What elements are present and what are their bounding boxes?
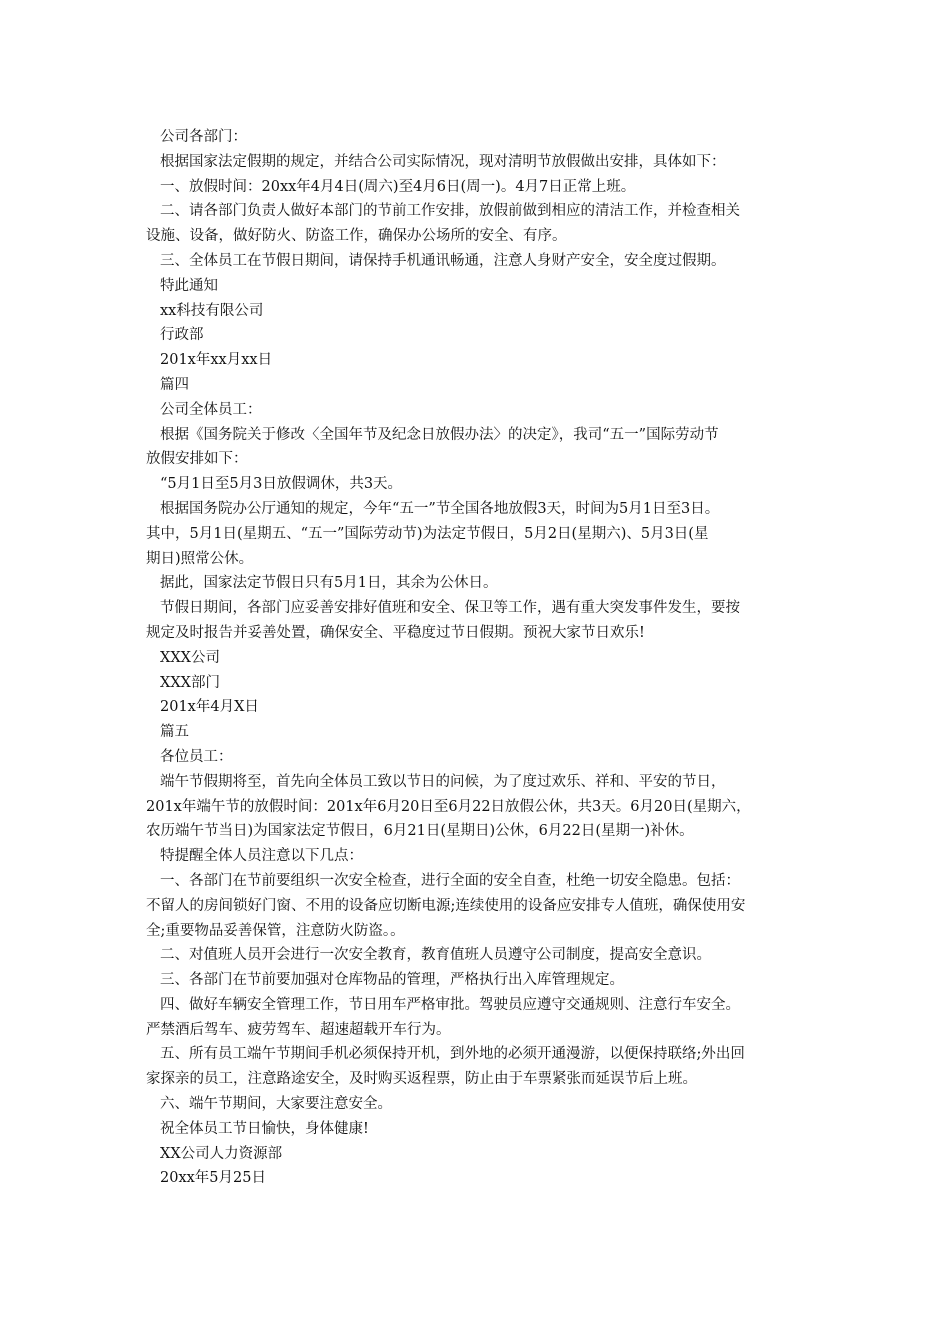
signature-company: XXX公司 bbox=[160, 649, 220, 666]
intro-paragraph: 根据国家法定假期的规定，并结合公司实际情况，现对清明节放假做出安排，具体如下： bbox=[160, 153, 726, 170]
item-paragraph: 三、各部门在节前要加强对仓库物品的管理，严格执行出入库管理规定。 bbox=[160, 972, 624, 989]
item-paragraph: 三、全体员工在节假日期间，请保持手机通讯畅通，注意人身财产安全，安全度过假期。 bbox=[160, 252, 726, 269]
body-paragraph: 根据国务院办公厅通知的规定，今年“五一”节全国各地放假3天，时间为5月1日至3日。 其中，5月1日(星期五、“五一”国际劳动节)为法定节假日，5月2日(星期六)、5月3日(星 期日)照常公休。 bbox=[146, 500, 720, 567]
body-paragraph: 特提醒全体人员注意以下几点： bbox=[160, 848, 363, 865]
signature-date: 201x年4月X日 bbox=[160, 699, 259, 716]
item-paragraph: 四、做好车辆安全管理工作，节日用车严格审批。驾驶员应遵守交通规则、注意行车安全。 严禁酒后驾车、疲劳驾车、超速超载开车行为。 bbox=[146, 996, 740, 1038]
body-paragraph: 据此，国家法定节假日只有5月1日，其余为公休日。 bbox=[160, 575, 498, 592]
salutation: 公司全体员工： bbox=[160, 401, 262, 418]
signature-department: 行政部 bbox=[160, 327, 204, 344]
body-paragraph: “5月1日至5月3日放假调休，共3天。 bbox=[160, 476, 403, 493]
item-paragraph: 一、各部门在节前要组织一次安全检查，进行全面的安全自查，杜绝一切安全隐患。包括： 不留人的房间锁好门窗、不用的设备应切断电源;连续使用的设备应安排专人值班，确保使用安 全;重要物品妥善保管，注意防火防盗。。 bbox=[146, 872, 746, 939]
section-heading: 篇五 bbox=[160, 724, 189, 741]
document-body bbox=[146, 125, 810, 1191]
closing-line: 祝全体员工节日愉快，身体健康! bbox=[160, 1120, 369, 1137]
signature-date: 20xx年5月25日 bbox=[160, 1170, 266, 1187]
body-paragraph: 端午节假期将至，首先向全体员工致以节日的问候，为了度过欢乐、祥和、平安的节日， 201x年端午节的放假时间：201x年6月20日至6月22日放假公休，共3天。6月20日(星期六， 农历端午节当日)为国家法定节假日，6月21日(星期日)公休，6月22日(星期一)补休。 bbox=[146, 773, 751, 840]
closing-line: 特此通知 bbox=[160, 277, 218, 294]
item-paragraph: 二、请各部门负责人做好本部门的节前工作安排，放假前做到相应的清洁工作，并检查相关 设施、设备，做好防火、防盗工作，确保办公场所的安全、有序。 bbox=[146, 203, 740, 245]
signature-date: 201x年xx月xx日 bbox=[160, 352, 273, 369]
signature-company: xx科技有限公司 bbox=[160, 302, 264, 319]
section-heading: 篇四 bbox=[160, 376, 189, 393]
signature-department: XXX部门 bbox=[160, 674, 220, 691]
item-paragraph: 六、端午节期间，大家要注意安全。 bbox=[160, 1096, 392, 1113]
salutation: 公司各部门： bbox=[160, 129, 247, 145]
item-paragraph: 二、对值班人员开会进行一次安全教育，教育值班人员遵守公司制度，提高安全意识。 bbox=[160, 947, 711, 964]
signature-department: XX公司人力资源部 bbox=[160, 1145, 283, 1162]
item-paragraph: 五、所有员工端午节期间手机必须保持开机，到外地的必须开通漫游，以便保持联络;外出回 家探亲的员工，注意路途安全，及时购买返程票，防止由于车票紧张而延误节后上班。 bbox=[146, 1046, 745, 1088]
body-paragraph: 根据《国务院关于修改〈全国年节及纪念日放假办法〉的决定》，我司“五一”国际劳动节 放假安排如下： bbox=[146, 426, 719, 468]
item-paragraph: 一、放假时间：20xx年4月4日(周六)至4月6日(周一)。4月7日正常上班。 bbox=[160, 178, 636, 195]
body-paragraph: 节假日期间，各部门应妥善安排好值班和安全、保卫等工作，遇有重大突发事件发生，要按 规定及时报告并妥善处置，确保安全、平稳度过节日假期。预祝大家节日欢乐! bbox=[146, 600, 740, 641]
salutation: 各位员工： bbox=[160, 748, 233, 765]
